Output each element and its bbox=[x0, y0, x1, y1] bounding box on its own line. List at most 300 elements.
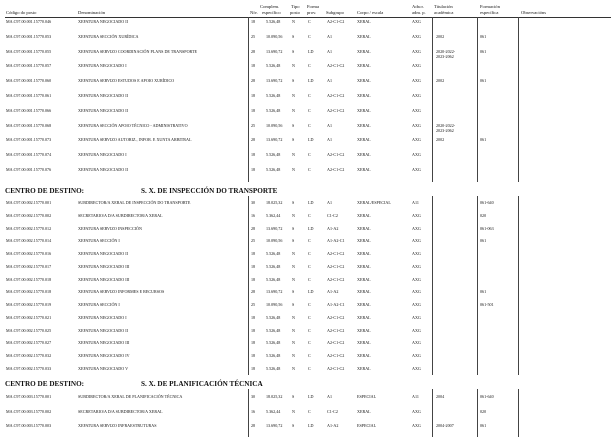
cell-niv: 16 bbox=[251, 408, 256, 414]
header-prov: prov. bbox=[307, 10, 317, 15]
cell-corpo: XERAL bbox=[357, 93, 371, 98]
cell-sub: A2-C1-C2 bbox=[327, 251, 345, 256]
cell-tipo: N bbox=[292, 365, 295, 371]
cell-sub: A1-A2 bbox=[327, 423, 339, 428]
cell-code: MA.C97.00.002.15770.018 bbox=[6, 276, 52, 282]
table-row bbox=[0, 328, 615, 336]
cell-sub: A2-C1-C2 bbox=[327, 263, 345, 269]
section-name: S. X. DE INSPECCIÓN DO TRANSPORTE bbox=[141, 187, 278, 195]
cell-niv: 18 bbox=[251, 365, 256, 371]
cell-corpo: XERAL bbox=[357, 276, 371, 282]
cell-niv: 18 bbox=[251, 340, 256, 346]
cell-adscr: AXG bbox=[412, 48, 421, 54]
cell-corpo: XERAL bbox=[357, 225, 371, 231]
cell-corpo: XERAL bbox=[357, 238, 371, 244]
cell-corpo: XERAL bbox=[357, 340, 371, 346]
cell-form: 061 bbox=[480, 289, 487, 295]
cell-sub: C1-C2 bbox=[327, 212, 338, 218]
cell-den: XEFATURA SECCIÓN I bbox=[78, 238, 120, 244]
cell-den: XEFATURA NEGOCIADO IV bbox=[78, 353, 130, 358]
cell-code: MA.C97.00.001.15770.073 bbox=[6, 137, 52, 143]
cell-form: 061-063 bbox=[480, 225, 494, 231]
cell-comp: 5.526,48 bbox=[266, 167, 281, 172]
cell-forma: LD bbox=[308, 423, 314, 428]
cell-code: MA.C97.00.001.15770.066 bbox=[6, 107, 52, 113]
cell-sub: A1 bbox=[327, 48, 333, 54]
table-row bbox=[0, 353, 615, 361]
cell-tipo: N bbox=[292, 63, 295, 69]
cell-sub: A1 bbox=[327, 33, 333, 39]
cell-corpo: XERAL bbox=[357, 78, 371, 84]
cell-adscr: AXG bbox=[412, 251, 421, 256]
table-row bbox=[0, 340, 615, 348]
cell-form: 061 bbox=[480, 48, 487, 54]
cell-adscr: AXG bbox=[412, 152, 421, 158]
cell-form: 061 bbox=[480, 238, 487, 244]
table-row bbox=[0, 289, 615, 297]
cell-code: MA.C97.00.002.15770.014 bbox=[6, 238, 52, 244]
cell-den: XEFATURA NEGOCIADO III bbox=[78, 340, 130, 346]
table-row bbox=[0, 137, 615, 145]
cell-sub: A2-C1-C2 bbox=[327, 353, 345, 358]
cell-den: XEFATURA NEGOCIADO II bbox=[78, 107, 128, 113]
cell-code: MA.C97.00.001.15770.057 bbox=[6, 63, 52, 69]
cell-comp: 5.526,48 bbox=[266, 152, 281, 158]
cell-sub: A1 bbox=[327, 200, 333, 205]
cell-niv: 30 bbox=[251, 200, 256, 205]
cell-niv: 30 bbox=[251, 394, 256, 399]
cell-comp: 10.090,56 bbox=[266, 238, 283, 244]
cell-niv: 18 bbox=[251, 152, 256, 158]
cell-corpo: XERAL bbox=[357, 251, 371, 256]
cell-sub: A2-C1-C2 bbox=[327, 365, 345, 371]
header-forma: Forma bbox=[307, 4, 319, 9]
table-row bbox=[0, 315, 615, 323]
table-row bbox=[0, 93, 615, 101]
table-row bbox=[0, 108, 615, 116]
cell-niv: 18 bbox=[251, 107, 256, 113]
cell-code: MA.C97.00.002.15770.016 bbox=[6, 251, 52, 256]
cell-den: XEFATURA NEGOCIADO II bbox=[78, 93, 128, 98]
cell-form: 061-640 bbox=[480, 394, 494, 399]
header-denominacion: Denominación bbox=[78, 10, 106, 15]
cell-form: 061 bbox=[480, 33, 487, 39]
cell-corpo: XERAL/ESPECIAL bbox=[357, 200, 391, 205]
table-row bbox=[0, 302, 615, 310]
cell-den: XEFATURA NEGOCIADO II bbox=[78, 167, 128, 172]
cell-forma: LD bbox=[308, 394, 314, 399]
header-academica: académica bbox=[434, 10, 454, 15]
cell-comp: 5.526,48 bbox=[266, 314, 281, 320]
cell-niv: 28 bbox=[251, 78, 256, 84]
header-rule bbox=[5, 17, 611, 18]
cell-adscr: AXG bbox=[412, 314, 421, 320]
cell-corpo: XERAL bbox=[357, 327, 371, 333]
cell-den: XEFATURA SECCIÓN APOIO TÉCNICO - ADMINISTRATIVO bbox=[78, 122, 188, 128]
cell-forma: LD bbox=[308, 289, 314, 295]
cell-forma: C bbox=[308, 353, 311, 358]
cell-code: MA.C97.00.003.15770.001 bbox=[6, 394, 52, 399]
cell-forma: C bbox=[308, 212, 311, 218]
cell-tipo: N bbox=[292, 251, 295, 256]
cell-comp: 13.690,72 bbox=[266, 225, 283, 231]
cell-form: 061-640 bbox=[480, 200, 494, 205]
cell-tipo: N bbox=[292, 212, 295, 218]
cell-tipo: N bbox=[292, 340, 295, 346]
cell-tipo: N bbox=[292, 327, 295, 333]
cell-comp: 13.690,72 bbox=[266, 48, 283, 54]
cell-niv: 18 bbox=[251, 314, 256, 320]
cell-forma: C bbox=[308, 33, 311, 39]
cell-den: SECRETARIO/A D/A SUBDIRECTOR/A XERAL bbox=[78, 212, 163, 218]
cell-form: 061 bbox=[480, 78, 487, 84]
cell-den: XEFATURA SERVIZO INFORMES E RECURSOS bbox=[78, 289, 165, 295]
cell-niv: 16 bbox=[251, 212, 256, 218]
cell-niv: 18 bbox=[251, 93, 256, 98]
cell-code: MA.C97.00.003.15770.003 bbox=[6, 423, 52, 428]
cell-adscr: AXG bbox=[412, 276, 421, 282]
cell-forma: LD bbox=[308, 48, 314, 54]
cell-forma: LD bbox=[308, 200, 314, 205]
cell-sub: A1-A2-C1 bbox=[327, 238, 345, 244]
cell-corpo: XERAL bbox=[357, 289, 371, 295]
table-row bbox=[0, 152, 615, 160]
table-row bbox=[0, 366, 615, 374]
cell-niv: 18 bbox=[251, 251, 256, 256]
cell-tit: 2002 bbox=[436, 137, 445, 143]
cell-den: XEFATURA NEGOCIADO I bbox=[78, 63, 127, 69]
cell-sub: A2-C1-C2 bbox=[327, 152, 345, 158]
table-row bbox=[0, 226, 615, 234]
cell-niv: 25 bbox=[251, 238, 256, 244]
cell-code: MA.C97.00.002.15770.001 bbox=[6, 200, 52, 205]
cell-tipo: S bbox=[292, 289, 295, 295]
cell-tipo: N bbox=[292, 167, 295, 172]
cell-sub: C1-C2 bbox=[327, 408, 338, 414]
cell-niv: 18 bbox=[251, 353, 256, 358]
cell-sub: A1 bbox=[327, 78, 333, 84]
cell-corpo: XERAL bbox=[357, 63, 371, 69]
header-corpo: Corpo / escala bbox=[357, 10, 384, 15]
cell-den: XEFATURA SERVIZO ESTUDOS E APOIO XURÍDICO bbox=[78, 78, 175, 84]
cell-form: 061 bbox=[480, 423, 487, 428]
cell-form: 061 bbox=[480, 137, 487, 143]
cell-corpo: XERAL bbox=[357, 263, 371, 269]
cell-forma: C bbox=[308, 19, 311, 24]
cell-niv: 28 bbox=[251, 137, 256, 143]
cell-comp: 5.526,48 bbox=[266, 276, 281, 282]
header-especifico: específico bbox=[262, 10, 281, 15]
cell-adscr: AXG bbox=[412, 263, 421, 269]
cell-adscr: AXG bbox=[412, 212, 421, 218]
table-row bbox=[0, 200, 615, 208]
header-tipo: Tipo bbox=[291, 4, 300, 9]
cell-tit: 2020-2022-2023-2062 bbox=[436, 48, 456, 59]
cell-niv: 28 bbox=[251, 48, 256, 54]
cell-code: MA.C97.00.001.15770.055 bbox=[6, 48, 52, 54]
cell-tipo: N bbox=[292, 276, 295, 282]
cell-comp: 5.526,48 bbox=[266, 107, 281, 113]
cell-corpo: ESPECIAL bbox=[357, 394, 377, 399]
cell-sub: A2-C1-C2 bbox=[327, 63, 345, 69]
cell-tipo: S bbox=[292, 238, 295, 244]
cell-adscr: AXG bbox=[412, 63, 421, 69]
cell-den: XEFATURA NEGOCIADO III bbox=[78, 276, 130, 282]
section-label: CENTRO DE DESTINO: bbox=[5, 380, 85, 388]
cell-adscr: AXG bbox=[412, 408, 421, 414]
header-complem: Complem. bbox=[260, 4, 280, 9]
header-subgrupo: Subgrupo bbox=[326, 10, 344, 15]
cell-forma: C bbox=[308, 314, 311, 320]
cell-tipo: S bbox=[292, 122, 295, 128]
cell-code: MA.C97.00.002.15770.021 bbox=[6, 314, 52, 320]
cell-sub: A1 bbox=[327, 137, 333, 143]
cell-den: XEFATURA NEGOCIADO II bbox=[78, 251, 128, 256]
cell-sub: A2-C1-C2 bbox=[327, 93, 345, 98]
cell-adscr: AXG bbox=[412, 340, 421, 346]
cell-den: XEFATURA SERVIZO INSPECCIÓN bbox=[78, 225, 142, 231]
cell-corpo: XERAL bbox=[357, 152, 371, 158]
cell-comp: 5.526,48 bbox=[266, 340, 281, 346]
cell-code: MA.C97.00.002.15770.002 bbox=[6, 212, 52, 218]
cell-tit: 2004 bbox=[436, 394, 445, 399]
cell-niv: 18 bbox=[251, 276, 256, 282]
cell-forma: LD bbox=[308, 78, 314, 84]
header-formacion: Formación bbox=[480, 4, 500, 9]
header-adscr: Adscr. bbox=[412, 4, 424, 9]
cell-comp: 5.526,48 bbox=[266, 353, 281, 358]
cell-sub: A2-C1-C2 bbox=[327, 19, 345, 24]
cell-sub: A1-A2 bbox=[327, 225, 339, 231]
cell-den: XEFATURA NEGOCIADO III bbox=[78, 263, 130, 269]
cell-tipo: S bbox=[292, 423, 295, 428]
cell-adscr: AXG bbox=[412, 122, 421, 128]
cell-comp: 5.526,48 bbox=[266, 327, 281, 333]
cell-adscr: AXG bbox=[412, 107, 421, 113]
cell-comp: 18.025,32 bbox=[266, 394, 283, 399]
cell-adscr: AXG bbox=[412, 19, 421, 24]
cell-corpo: XERAL bbox=[357, 33, 371, 39]
cell-niv: 28 bbox=[251, 423, 256, 428]
cell-code: MA.C97.00.002.15770.018 bbox=[6, 289, 52, 295]
cell-sub: A2-C1-C2 bbox=[327, 314, 345, 320]
cell-code: MA.C97.00.002.15770.027 bbox=[6, 340, 52, 346]
cell-adscr: AXG bbox=[412, 289, 421, 295]
cell-comp: 10.090,56 bbox=[266, 33, 283, 39]
cell-adscr: AXG bbox=[412, 423, 421, 428]
cell-corpo: XERAL bbox=[357, 107, 371, 113]
table-row bbox=[0, 167, 615, 175]
header-observacions: Observacións bbox=[521, 10, 547, 15]
table-row bbox=[0, 277, 615, 285]
cell-comp: 5.526,48 bbox=[266, 365, 281, 371]
cell-adscr: AXG bbox=[412, 225, 421, 231]
cell-niv: 25 bbox=[251, 122, 256, 128]
cell-tit: 2002 bbox=[436, 78, 445, 84]
cell-niv: 18 bbox=[251, 167, 256, 172]
cell-code: MA.C97.00.001.15770.046 bbox=[6, 19, 52, 24]
cell-forma: C bbox=[308, 263, 311, 269]
table-row bbox=[0, 251, 615, 259]
cell-sub: A2-C1-C2 bbox=[327, 327, 345, 333]
cell-corpo: XERAL bbox=[357, 212, 371, 218]
cell-tipo: S bbox=[292, 302, 295, 307]
cell-tipo: S bbox=[292, 394, 295, 399]
cell-corpo: XERAL bbox=[357, 48, 371, 54]
cell-tipo: N bbox=[292, 107, 295, 113]
cell-code: MA.C97.00.002.15770.033 bbox=[6, 365, 52, 371]
cell-code: MA.C97.00.001.15770.061 bbox=[6, 93, 52, 98]
cell-forma: C bbox=[308, 238, 311, 244]
cell-den: XEFATURA NEGOCIADO I bbox=[78, 152, 127, 158]
cell-tit: 2020-2022-2023-2062 bbox=[436, 122, 456, 133]
cell-code: MA.C97.00.001.15770.068 bbox=[6, 122, 52, 128]
cell-tipo: N bbox=[292, 152, 295, 158]
table-row bbox=[0, 123, 615, 131]
cell-code: MA.C97.00.002.15770.019 bbox=[6, 302, 52, 307]
cell-forma: LD bbox=[308, 137, 314, 143]
cell-comp: 13.690,72 bbox=[266, 289, 283, 295]
cell-code: MA.C97.00.001.15770.060 bbox=[6, 78, 52, 84]
cell-adscr: AXG bbox=[412, 365, 421, 371]
cell-tipo: N bbox=[292, 93, 295, 98]
cell-adscr: AXG bbox=[412, 238, 421, 244]
cell-den: XEFATURA NEGOCIADO II bbox=[78, 19, 128, 24]
cell-code: MA.C97.00.002.15770.012 bbox=[6, 225, 52, 231]
table-row bbox=[0, 394, 615, 402]
cell-corpo: XERAL bbox=[357, 302, 371, 307]
header-adm: adm. p. bbox=[412, 10, 426, 15]
cell-corpo: XERAL bbox=[357, 314, 371, 320]
cell-adscr: AXG bbox=[412, 327, 421, 333]
cell-corpo: XERAL bbox=[357, 408, 371, 414]
cell-comp: 5.526,48 bbox=[266, 63, 281, 69]
cell-den: XEFATURA SECCIÓN XURÍDICA bbox=[78, 33, 139, 39]
table-row bbox=[0, 238, 615, 246]
cell-forma: C bbox=[308, 93, 311, 98]
cell-niv: 25 bbox=[251, 302, 256, 307]
cell-comp: 10.090,56 bbox=[266, 302, 283, 307]
cell-comp: 5.526,48 bbox=[266, 251, 281, 256]
table-row bbox=[0, 49, 615, 57]
cell-form: 020 bbox=[480, 408, 487, 414]
cell-comp: 10.090,56 bbox=[266, 122, 283, 128]
cell-adscr: A11 bbox=[412, 394, 419, 399]
cell-forma: C bbox=[308, 122, 311, 128]
cell-adscr: AXG bbox=[412, 302, 421, 307]
cell-niv: 28 bbox=[251, 225, 256, 231]
cell-sub: A2-C1-C2 bbox=[327, 340, 345, 346]
cell-forma: C bbox=[308, 152, 311, 158]
cell-comp: 13.690,72 bbox=[266, 423, 283, 428]
cell-code: MA.C97.00.002.15770.032 bbox=[6, 353, 52, 358]
cell-tipo: N bbox=[292, 19, 295, 24]
cell-adscr: AXG bbox=[412, 33, 421, 39]
cell-den: SUBDIRECTOR/A XERAL DE PLANIFICACIÓN TÉCNICA bbox=[78, 394, 183, 399]
cell-sub: A2-C1-C2 bbox=[327, 276, 345, 282]
cell-code: MA.C97.00.002.15770.017 bbox=[6, 263, 52, 269]
cell-code: MA.C97.00.002.15770.025 bbox=[6, 327, 52, 333]
cell-corpo: XERAL bbox=[357, 353, 371, 358]
header-posto: posto bbox=[290, 10, 300, 15]
cell-sub: A1 bbox=[327, 394, 333, 399]
cell-forma: C bbox=[308, 302, 311, 307]
section-name: S. X. DE PLANIFICACIÓN TÉCNICA bbox=[141, 380, 263, 388]
cell-code: MA.C97.00.003.15770.002 bbox=[6, 408, 52, 414]
cell-code: MA.C97.00.001.15770.053 bbox=[6, 33, 52, 39]
cell-forma: C bbox=[308, 276, 311, 282]
cell-corpo: XERAL bbox=[357, 167, 371, 172]
cell-sub: A1-A2-C1 bbox=[327, 302, 345, 307]
cell-adscr: AXG bbox=[412, 93, 421, 98]
cell-tipo: S bbox=[292, 137, 295, 143]
cell-corpo: XERAL bbox=[357, 365, 371, 371]
cell-tipo: S bbox=[292, 225, 295, 231]
table-row bbox=[0, 19, 615, 27]
cell-tipo: S bbox=[292, 200, 295, 205]
cell-niv: 25 bbox=[251, 33, 256, 39]
cell-den: SECRETARIO/A D/A SUBDIRECTOR/A XERAL bbox=[78, 408, 163, 414]
table-row bbox=[0, 63, 615, 71]
cell-corpo: XERAL bbox=[357, 122, 371, 128]
cell-tipo: N bbox=[292, 314, 295, 320]
cell-forma: C bbox=[308, 327, 311, 333]
table-row bbox=[0, 409, 615, 417]
cell-form: 061-501 bbox=[480, 302, 494, 307]
cell-adscr: AXG bbox=[412, 137, 421, 143]
cell-niv: 28 bbox=[251, 289, 256, 295]
cell-forma: C bbox=[308, 251, 311, 256]
cell-corpo: XERAL bbox=[357, 137, 371, 143]
cell-forma: C bbox=[308, 340, 311, 346]
cell-sub: A1-A2 bbox=[327, 289, 339, 295]
cell-code: MA.C97.00.001.15770.076 bbox=[6, 167, 52, 172]
table-row bbox=[0, 264, 615, 272]
cell-tipo: N bbox=[292, 263, 295, 269]
cell-adscr: AXG bbox=[412, 78, 421, 84]
cell-den: SUBDIRECTOR/A XERAL DE INSPECCIÓN DO TRANSPORTE bbox=[78, 200, 191, 205]
cell-tipo: N bbox=[292, 408, 295, 414]
cell-den: XEFATURA SERVIZO AUTORIZ., INFOR. E XUNTA ARBITRAL bbox=[78, 137, 192, 143]
header-codigo: Código do posto bbox=[6, 10, 37, 15]
header-titulacion: Titulación bbox=[434, 4, 453, 9]
cell-sub: A2-C1-C2 bbox=[327, 107, 345, 113]
section-label: CENTRO DE DESTINO: bbox=[5, 187, 85, 195]
cell-tipo: S bbox=[292, 33, 295, 39]
cell-den: XEFATURA NEGOCIADO II bbox=[78, 327, 128, 333]
cell-tipo: S bbox=[292, 78, 295, 84]
cell-comp: 5.362,44 bbox=[266, 212, 281, 218]
cell-niv: 18 bbox=[251, 263, 256, 269]
cell-comp: 5.362,44 bbox=[266, 408, 281, 414]
table-row bbox=[0, 78, 615, 86]
header-nivel: Nív. bbox=[250, 10, 258, 15]
cell-den: XEFATURA NEGOCIADO I bbox=[78, 314, 127, 320]
table-row bbox=[0, 34, 615, 42]
cell-form: 020 bbox=[480, 212, 487, 218]
cell-den: XEFATURA SECCIÓN I bbox=[78, 302, 120, 307]
cell-den: XEFATURA SERVIZO COORDINACIÓN PLANS DE TRANSPORTE bbox=[78, 48, 198, 54]
cell-niv: 18 bbox=[251, 63, 256, 69]
cell-code: MA.C97.00.001.15770.074 bbox=[6, 152, 52, 158]
cell-comp: 5.526,48 bbox=[266, 19, 281, 24]
cell-forma: C bbox=[308, 408, 311, 414]
cell-tit: 2002 bbox=[436, 33, 445, 39]
cell-adscr: AXG bbox=[412, 353, 421, 358]
cell-niv: 18 bbox=[251, 327, 256, 333]
cell-den: XEFATURA SERVIZO INFRAESTRUTURAS bbox=[78, 423, 157, 428]
cell-corpo: XERAL bbox=[357, 19, 371, 24]
